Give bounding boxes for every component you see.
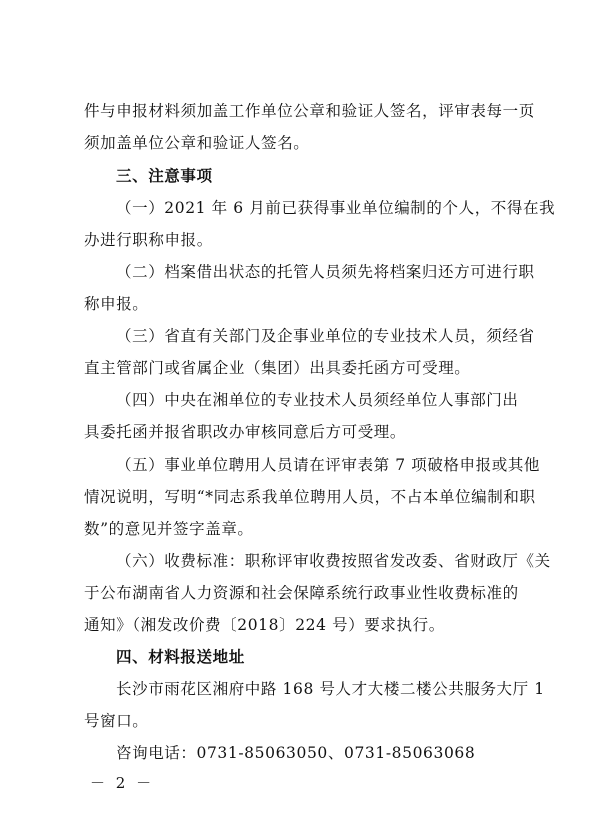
item-4-line-1: （四）中央在湘单位的专业技术人员须经单位人事部门出 [116, 391, 519, 409]
item-6-line-2: 于公布湖南省人力资源和社会保障系统行政事业性收费标准的 [84, 584, 519, 602]
contact-phone: 咨询电话：0731-85063050、0731-85063068 [116, 744, 476, 762]
page-number: － 2 － [90, 774, 155, 792]
item-6-line-1: （六）收费标准：职称评审收费按照省发改委、省财政厅《关 [116, 552, 551, 570]
item-1-line-1: （一）2021 年 6 月前已获得事业单位编制的个人，不得在我 [116, 199, 556, 217]
item-6-line-3: 通知》（湘发改价费〔2018〕224 号）要求执行。 [84, 616, 445, 634]
intro-paragraph-line-1: 件与申报材料须加盖工作单位公章和验证人签名，评审表每一页 [84, 102, 535, 120]
item-5-line-1: （五）事业单位聘用人员请在评审表第 7 项破格申报或其他 [116, 456, 541, 474]
item-5-line-2: 情况说明，写明“*同志系我单位聘用人员，不占本单位编制和职 [84, 488, 536, 506]
item-5-line-3: 数”的意见并签字盖章。 [84, 520, 254, 538]
address-line-2: 号窗口。 [84, 712, 149, 730]
item-2-line-2: 称申报。 [84, 295, 149, 313]
item-4-line-2: 具委托函并报省职改办审核同意后方可受理。 [84, 423, 407, 441]
section-3-heading: 三、注意事项 [116, 167, 213, 185]
item-3-line-1: （三）省直有关部门及企事业单位的专业技术人员，须经省 [116, 327, 535, 345]
item-2-line-1: （二）档案借出状态的托管人员须先将档案归还方可进行职 [116, 263, 535, 281]
item-1-line-2: 办进行职称申报。 [84, 231, 213, 249]
section-4-heading: 四、材料报送地址 [116, 648, 245, 666]
address-line-1: 长沙市雨花区湘府中路 168 号人才大楼二楼公共服务大厅 1 [116, 680, 545, 698]
intro-paragraph-line-2: 须加盖单位公章和验证人签名。 [84, 134, 310, 152]
item-3-line-2: 直主管部门或省属企业（集团）出具委托函方可受理。 [84, 359, 471, 377]
